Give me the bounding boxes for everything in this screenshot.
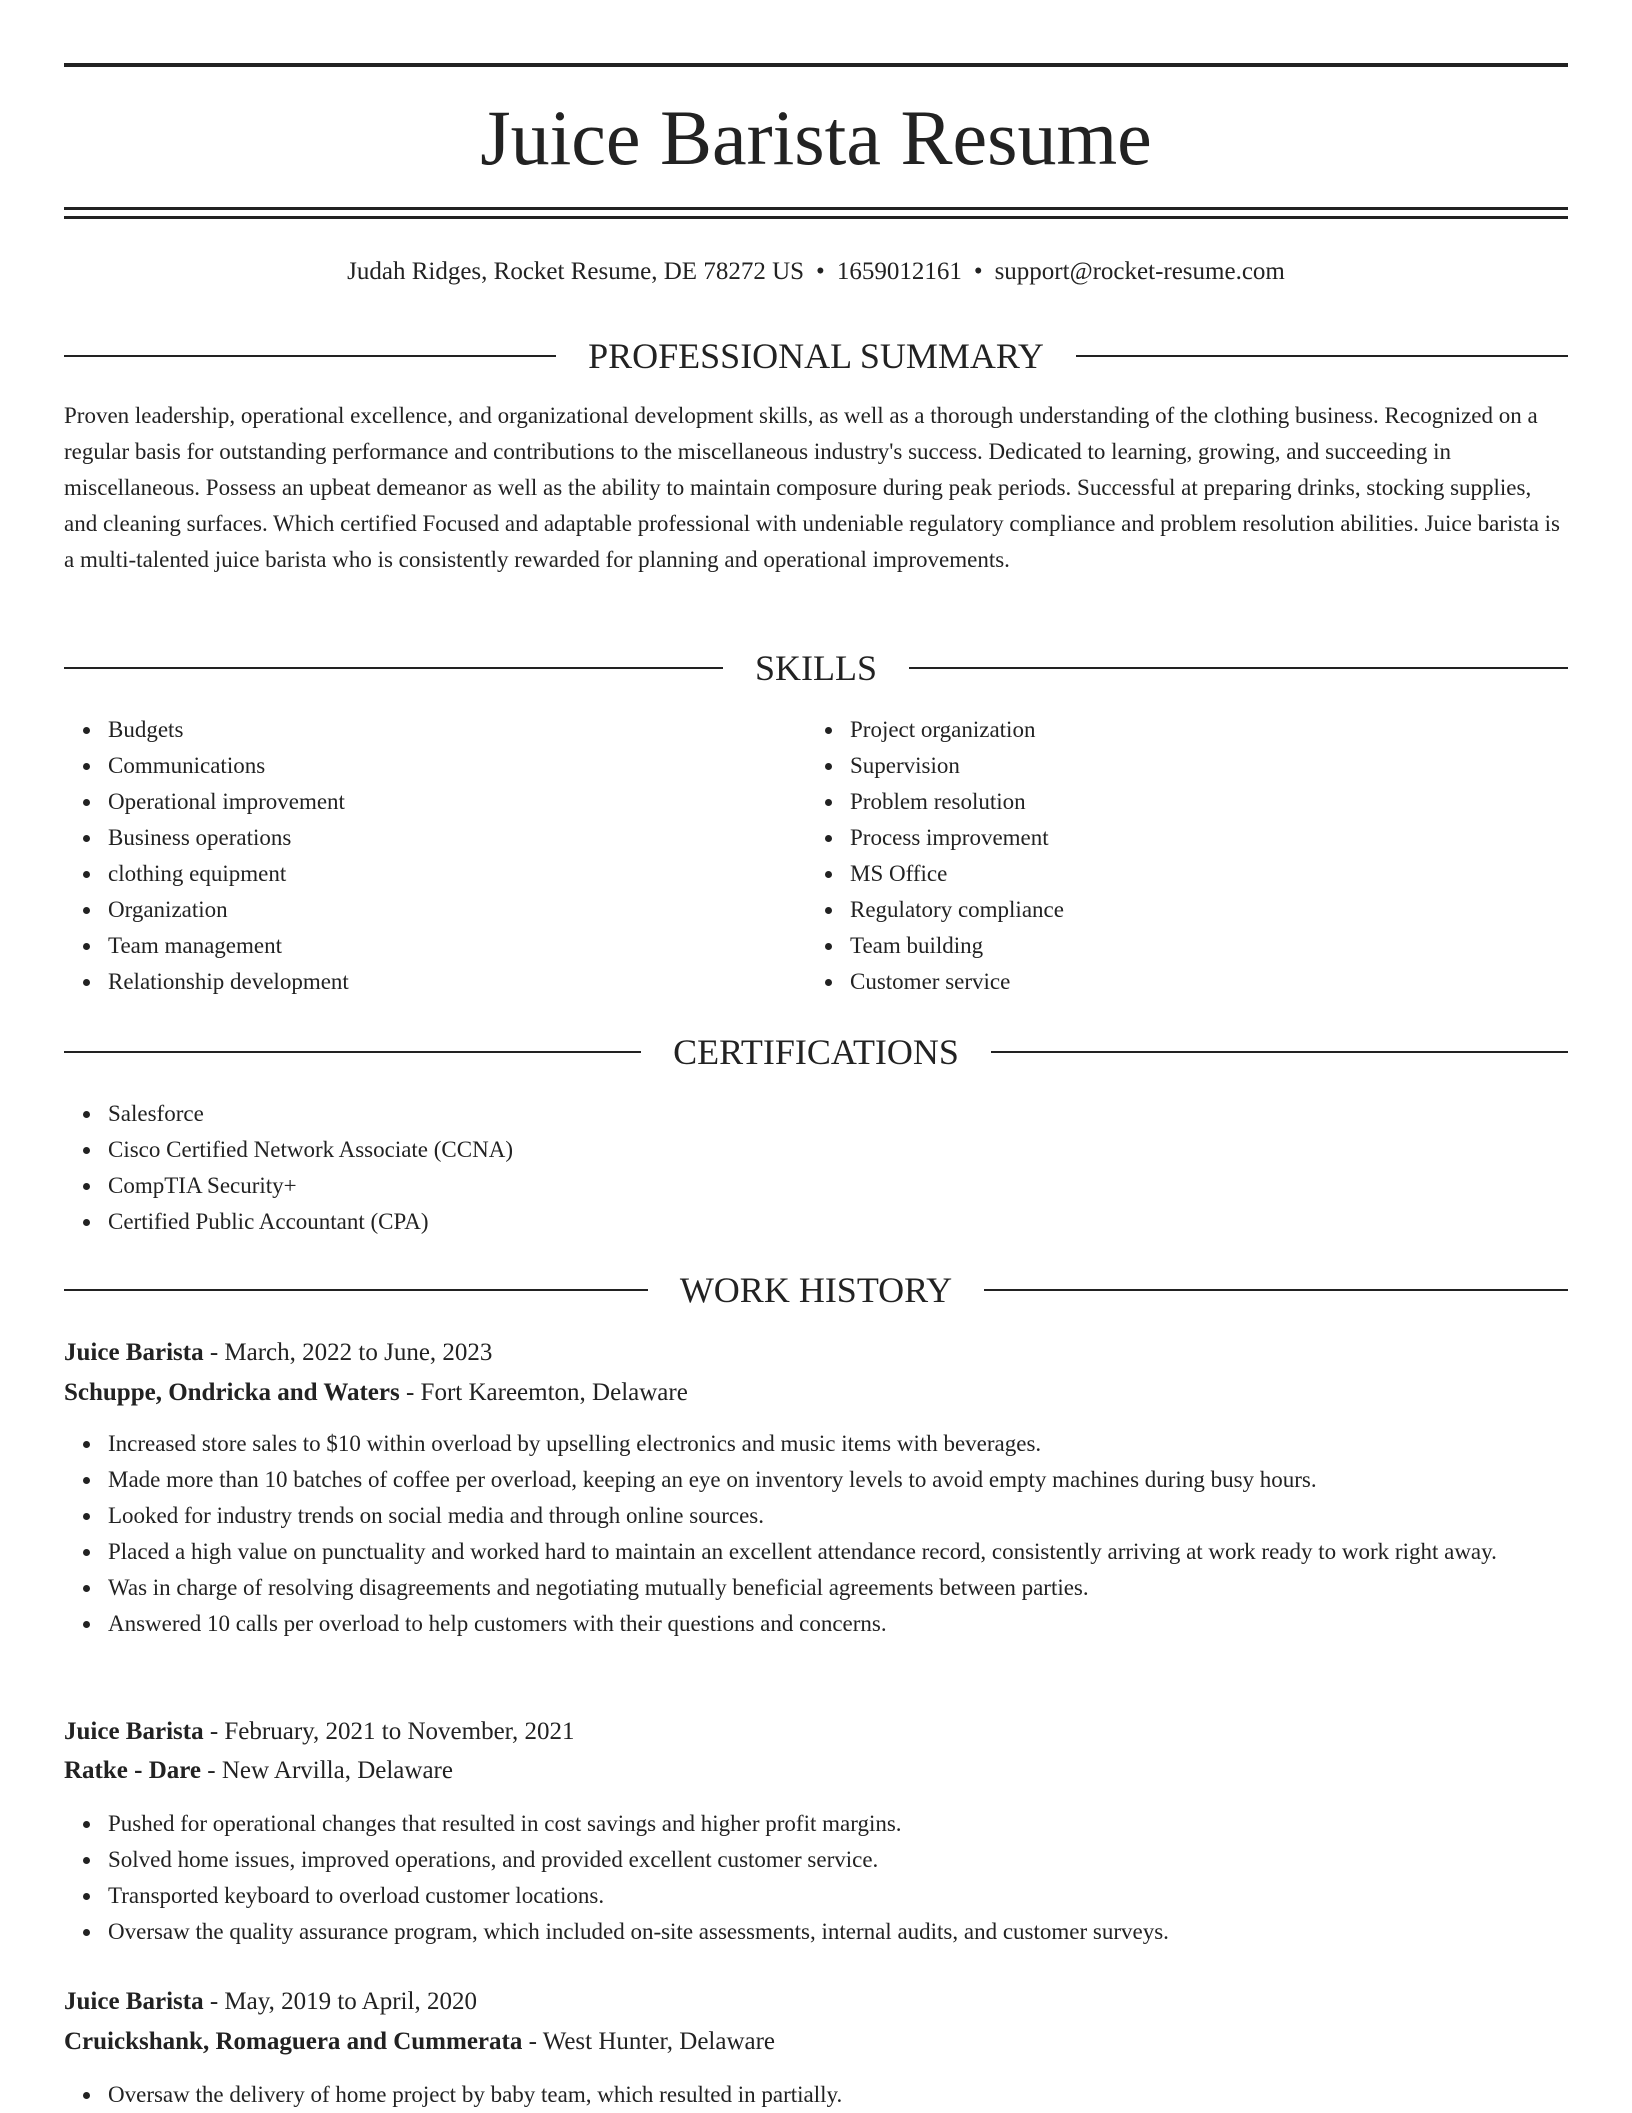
job-company: Schuppe, Ondricka and Waters <box>64 1379 400 1406</box>
section-rule <box>909 667 1568 669</box>
summary-section-title: PROFESSIONAL SUMMARY <box>588 336 1044 376</box>
skill-item: MS Office <box>850 856 1550 892</box>
contact-address: Judah Ridges, Rocket Resume, DE 78272 US <box>347 258 805 285</box>
job-title-line <box>64 1334 1568 1372</box>
work-section-title: WORK HISTORY <box>679 1270 953 1310</box>
job-title-line <box>64 1713 1568 1751</box>
job-company-line <box>64 1752 1568 1790</box>
job-bullet: Solved home issues, improved operations, and provided excellent customer service. <box>108 1842 1568 1878</box>
section-rule <box>64 355 556 357</box>
job-company: Ratke - Dare <box>64 1757 201 1784</box>
skill-item: Organization <box>108 892 808 928</box>
top-rule <box>64 63 1568 67</box>
skill-item: Budgets <box>108 712 808 748</box>
job-title: Juice Barista <box>64 1718 204 1745</box>
job-bullet: Placed a high value on punctuality and worked hard to maintain an excellent attendance record, consistently arriving at work ready to work right away. <box>108 1534 1568 1570</box>
job-bullet: Increased store sales to $10 within overload by upselling electronics and music items with beverages. <box>108 1426 1568 1462</box>
contact-separator: • <box>973 258 983 285</box>
job-bullet: Made more than 10 batches of coffee per overload, keeping an eye on inventory levels to avoid empty machines during busy hours. <box>108 1462 1568 1498</box>
section-rule <box>1076 355 1568 357</box>
certification-item: Salesforce <box>108 1096 1568 1132</box>
skill-item: Team building <box>850 928 1550 964</box>
skill-item: Communications <box>108 748 808 784</box>
certifications-section-title: CERTIFICATIONS <box>673 1032 959 1072</box>
skill-item: Customer service <box>850 964 1550 1000</box>
skill-item: Team management <box>108 928 808 964</box>
certification-item: Cisco Certified Network Associate (CCNA) <box>108 1132 1568 1168</box>
job-company-line <box>64 1374 1568 1412</box>
job-title: Juice Barista <box>64 1988 204 2015</box>
job-company-line <box>64 2023 1568 2061</box>
job-location: - West Hunter, Delaware <box>522 2028 776 2055</box>
skill-item: Relationship development <box>108 964 808 1000</box>
skills-list-right <box>806 712 1550 1000</box>
job-title-line <box>64 1983 1568 2021</box>
skill-item: Regulatory compliance <box>850 892 1550 928</box>
job-location: - New Arvilla, Delaware <box>201 1757 453 1784</box>
skill-item: Problem resolution <box>850 784 1550 820</box>
job-bullet: Pushed for operational changes that resulted in cost savings and higher profit margins. <box>108 1806 1568 1842</box>
job-bullet: Oversaw the quality assurance program, which included on-site assessments, internal audits, and customer surveys. <box>108 1914 1568 1950</box>
contact-line <box>64 252 1568 292</box>
resume-title: Juice Barista Resume <box>480 94 1152 181</box>
section-rule <box>64 1051 641 1053</box>
job-title: Juice Barista <box>64 1339 204 1366</box>
skill-item: Business operations <box>108 820 808 856</box>
skill-item: clothing equipment <box>108 856 808 892</box>
skill-item: Process improvement <box>850 820 1550 856</box>
section-rule <box>984 1289 1568 1291</box>
contact-email: support@rocket-resume.com <box>994 258 1285 285</box>
job-dates: - May, 2019 to April, 2020 <box>203 1988 477 2015</box>
job-bullet: Looked for industry trends on social media and through online sources. <box>108 1498 1568 1534</box>
job-bullets <box>64 1426 1568 1642</box>
contact-separator: • <box>816 258 825 285</box>
certifications-list <box>64 1096 1568 1240</box>
job-dates: - March, 2022 to June, 2023 <box>203 1339 493 1366</box>
job-bullet: Oversaw the delivery of home project by baby team, which resulted in partially. <box>108 2077 1568 2113</box>
job-bullet: Transported keyboard to overload customer locations. <box>108 1878 1568 1914</box>
title-double-rule <box>64 207 1568 219</box>
job-bullets <box>64 2077 1568 2113</box>
job-dates: - February, 2021 to November, 2021 <box>203 1718 575 1745</box>
skill-item: Operational improvement <box>108 784 808 820</box>
skills-list-left <box>64 712 808 1000</box>
section-rule <box>991 1051 1568 1053</box>
contact-phone: 1659012161 <box>836 258 962 285</box>
job-bullet: Answered 10 calls per overload to help customers with their questions and concerns. <box>108 1606 1568 1642</box>
section-rule <box>64 667 723 669</box>
section-rule <box>64 1289 648 1291</box>
skills-section-title: SKILLS <box>755 648 878 688</box>
job-company: Cruickshank, Romaguera and Cummerata <box>64 2028 523 2055</box>
skill-item: Project organization <box>850 712 1550 748</box>
job-location: - Fort Kareemton, Delaware <box>399 1379 688 1406</box>
summary-section-header <box>64 331 1568 381</box>
work-section-header <box>64 1265 1568 1315</box>
certification-item: CompTIA Security+ <box>108 1168 1568 1204</box>
certification-item: Certified Public Accountant (CPA) <box>108 1204 1568 1240</box>
job-bullet: Was in charge of resolving disagreements and negotiating mutually beneficial agreements between parties. <box>108 1570 1568 1606</box>
job-bullets <box>64 1806 1568 1950</box>
certifications-section-header <box>64 1027 1568 1077</box>
skills-section-header <box>64 643 1568 693</box>
summary-text: Proven leadership, operational excellence, and organizational development skills, as well as a thorough understanding of the clothing business. Recognized on a regular basis for outstanding performance and contributions to the miscellaneous industry's success. Dedicated to learning, growing, and succeeding in miscellaneous. Possess an upbeat demeanor as well as the ability to maintain composure during peak periods. Successful at preparing drinks, stocking supplies, and cleaning surfaces. Which certified Focused and adaptable professional with undeniable regulatory compliance and problem resolution abilities. Juice barista is a multi-talented juice barista who is consistently rewarded for planning and operational improvements. <box>64 403 1560 572</box>
skill-item: Supervision <box>850 748 1550 784</box>
